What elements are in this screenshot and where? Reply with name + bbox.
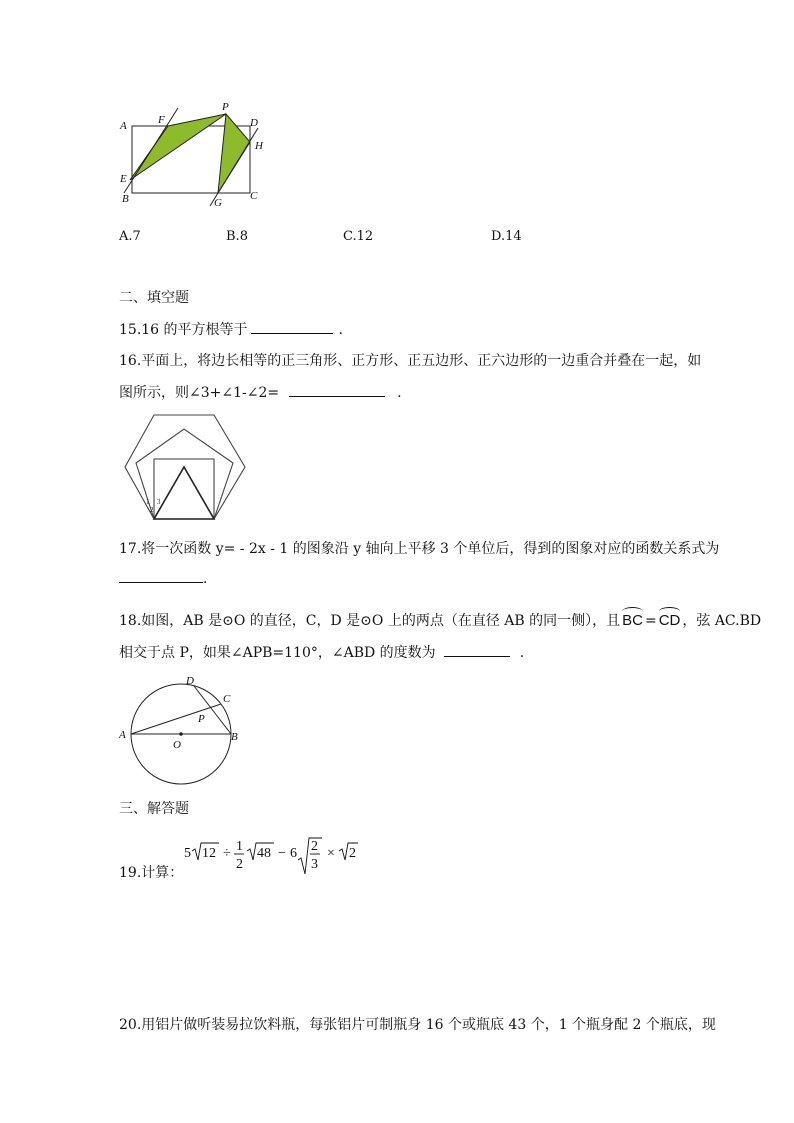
option-a-value: 7 [132, 229, 141, 244]
circle-figure [115, 672, 245, 788]
q16-end: . [397, 385, 402, 401]
option-a [119, 228, 141, 246]
triangle [154, 467, 214, 519]
q18-line2-text: 相交于点 P，如果∠APB=110°，∠ABD 的度数为 [119, 645, 436, 661]
angle-label-3: 3 [157, 498, 161, 506]
circle-label-B: B [231, 731, 238, 743]
circle-label-C: C [223, 693, 231, 705]
t3-coef: 6 [290, 846, 297, 861]
arc-bc-label: BC [622, 612, 643, 629]
question-18-line-2 [119, 644, 524, 662]
option-c-letter: C. [343, 229, 357, 244]
option-c-value: 12 [356, 229, 374, 244]
green-triangle-left [130, 114, 226, 180]
q18-answer-blank [444, 644, 510, 657]
op-times: × [327, 846, 335, 861]
question-16-line-1: 16.平面上，将边长相等的正三角形、正方形、正五边形、正六边形的一边重合并叠在一起，如 [119, 353, 702, 369]
q18-line1-a: 18.如图，AB 是⊙O 的直径，C，D 是⊙O 上的两点（在直径 AB 的同一侧），且 [119, 613, 621, 629]
q15-text: 15.16 的平方根等于 [119, 322, 248, 338]
frac-num: 1 [236, 839, 243, 854]
arc-cd-label: CD [658, 612, 681, 629]
t4-radicand: 2 [349, 846, 356, 861]
label-E: E [120, 173, 127, 185]
question-17-line-1: 17.将一次函数 y= - 2x - 1 的图象沿 y 轴向上平移 3 个单位后，得到的图象对应的函数关系式为 [119, 541, 720, 557]
arc-bc [622, 612, 643, 630]
question-15 [119, 321, 343, 339]
option-d-value: 14 [505, 229, 522, 244]
label-P: P [222, 101, 229, 113]
label-H: H [255, 140, 263, 152]
arc-cd [659, 612, 681, 630]
q17-end: . [203, 571, 208, 587]
op-minus: − [278, 846, 286, 861]
inner-num: 2 [311, 839, 318, 854]
section-3-title: 三、解答题 [119, 801, 189, 817]
chord-ac [131, 704, 221, 734]
circle-label-A: A [119, 729, 126, 741]
hexagon [125, 415, 245, 519]
op-divide: ÷ [223, 846, 231, 861]
q18-line1-b: ，弦 AC.BD [682, 613, 762, 629]
arc-cd-icon [659, 607, 681, 616]
q15-end: . [338, 322, 343, 338]
arc-bc-icon [622, 607, 643, 616]
inner-den: 3 [311, 857, 318, 872]
t1-radicand: 12 [202, 846, 216, 861]
label-A: A [120, 120, 127, 132]
rectangle-figure [110, 98, 280, 214]
option-b-letter: B. [226, 229, 240, 244]
label-D: D [250, 117, 258, 129]
q17-answer-blank [119, 570, 203, 583]
option-c [343, 228, 373, 246]
question-16-line-2 [119, 384, 402, 402]
q18-end: . [519, 645, 525, 661]
q15-answer-blank [251, 321, 333, 334]
sqrt-icon [298, 838, 322, 874]
question-19-label: 19.计算： [119, 865, 184, 881]
q18-eq: = [644, 613, 657, 629]
option-b [226, 228, 248, 246]
option-d-letter: D. [491, 229, 506, 244]
circle-label-D: D [186, 675, 194, 687]
center-point [179, 732, 183, 736]
q16-line2-text: 图所示，则∠3+∠1-∠2= [119, 385, 280, 401]
angle-label-2: 2 [150, 506, 154, 514]
question-20-line-1: 20.用铝片做听装易拉饮料瓶，每张铝片可制瓶身 16 个或瓶底 43 个，1 个瓶身配 2 个瓶底，现 [119, 1017, 716, 1033]
angle-label-1: 1 [146, 498, 150, 506]
frac-den: 2 [236, 857, 243, 872]
circle-label-P: P [198, 713, 205, 725]
polygons-figure [120, 412, 260, 524]
q16-answer-blank [289, 384, 385, 397]
t2-radicand: 48 [257, 846, 271, 861]
label-B: B [122, 193, 129, 205]
option-b-value: 8 [239, 229, 248, 244]
question-18-line-1 [119, 612, 761, 630]
label-F: F [158, 114, 165, 126]
question-17-line-2 [119, 570, 207, 588]
label-C: C [250, 190, 258, 202]
option-a-letter: A. [119, 229, 133, 244]
circle-label-O: O [173, 739, 181, 751]
option-d [491, 228, 522, 246]
q19-formula [182, 836, 372, 878]
t1-coef: 5 [184, 846, 191, 861]
label-G: G [214, 197, 222, 209]
section-2-title: 二、填空题 [119, 290, 189, 306]
